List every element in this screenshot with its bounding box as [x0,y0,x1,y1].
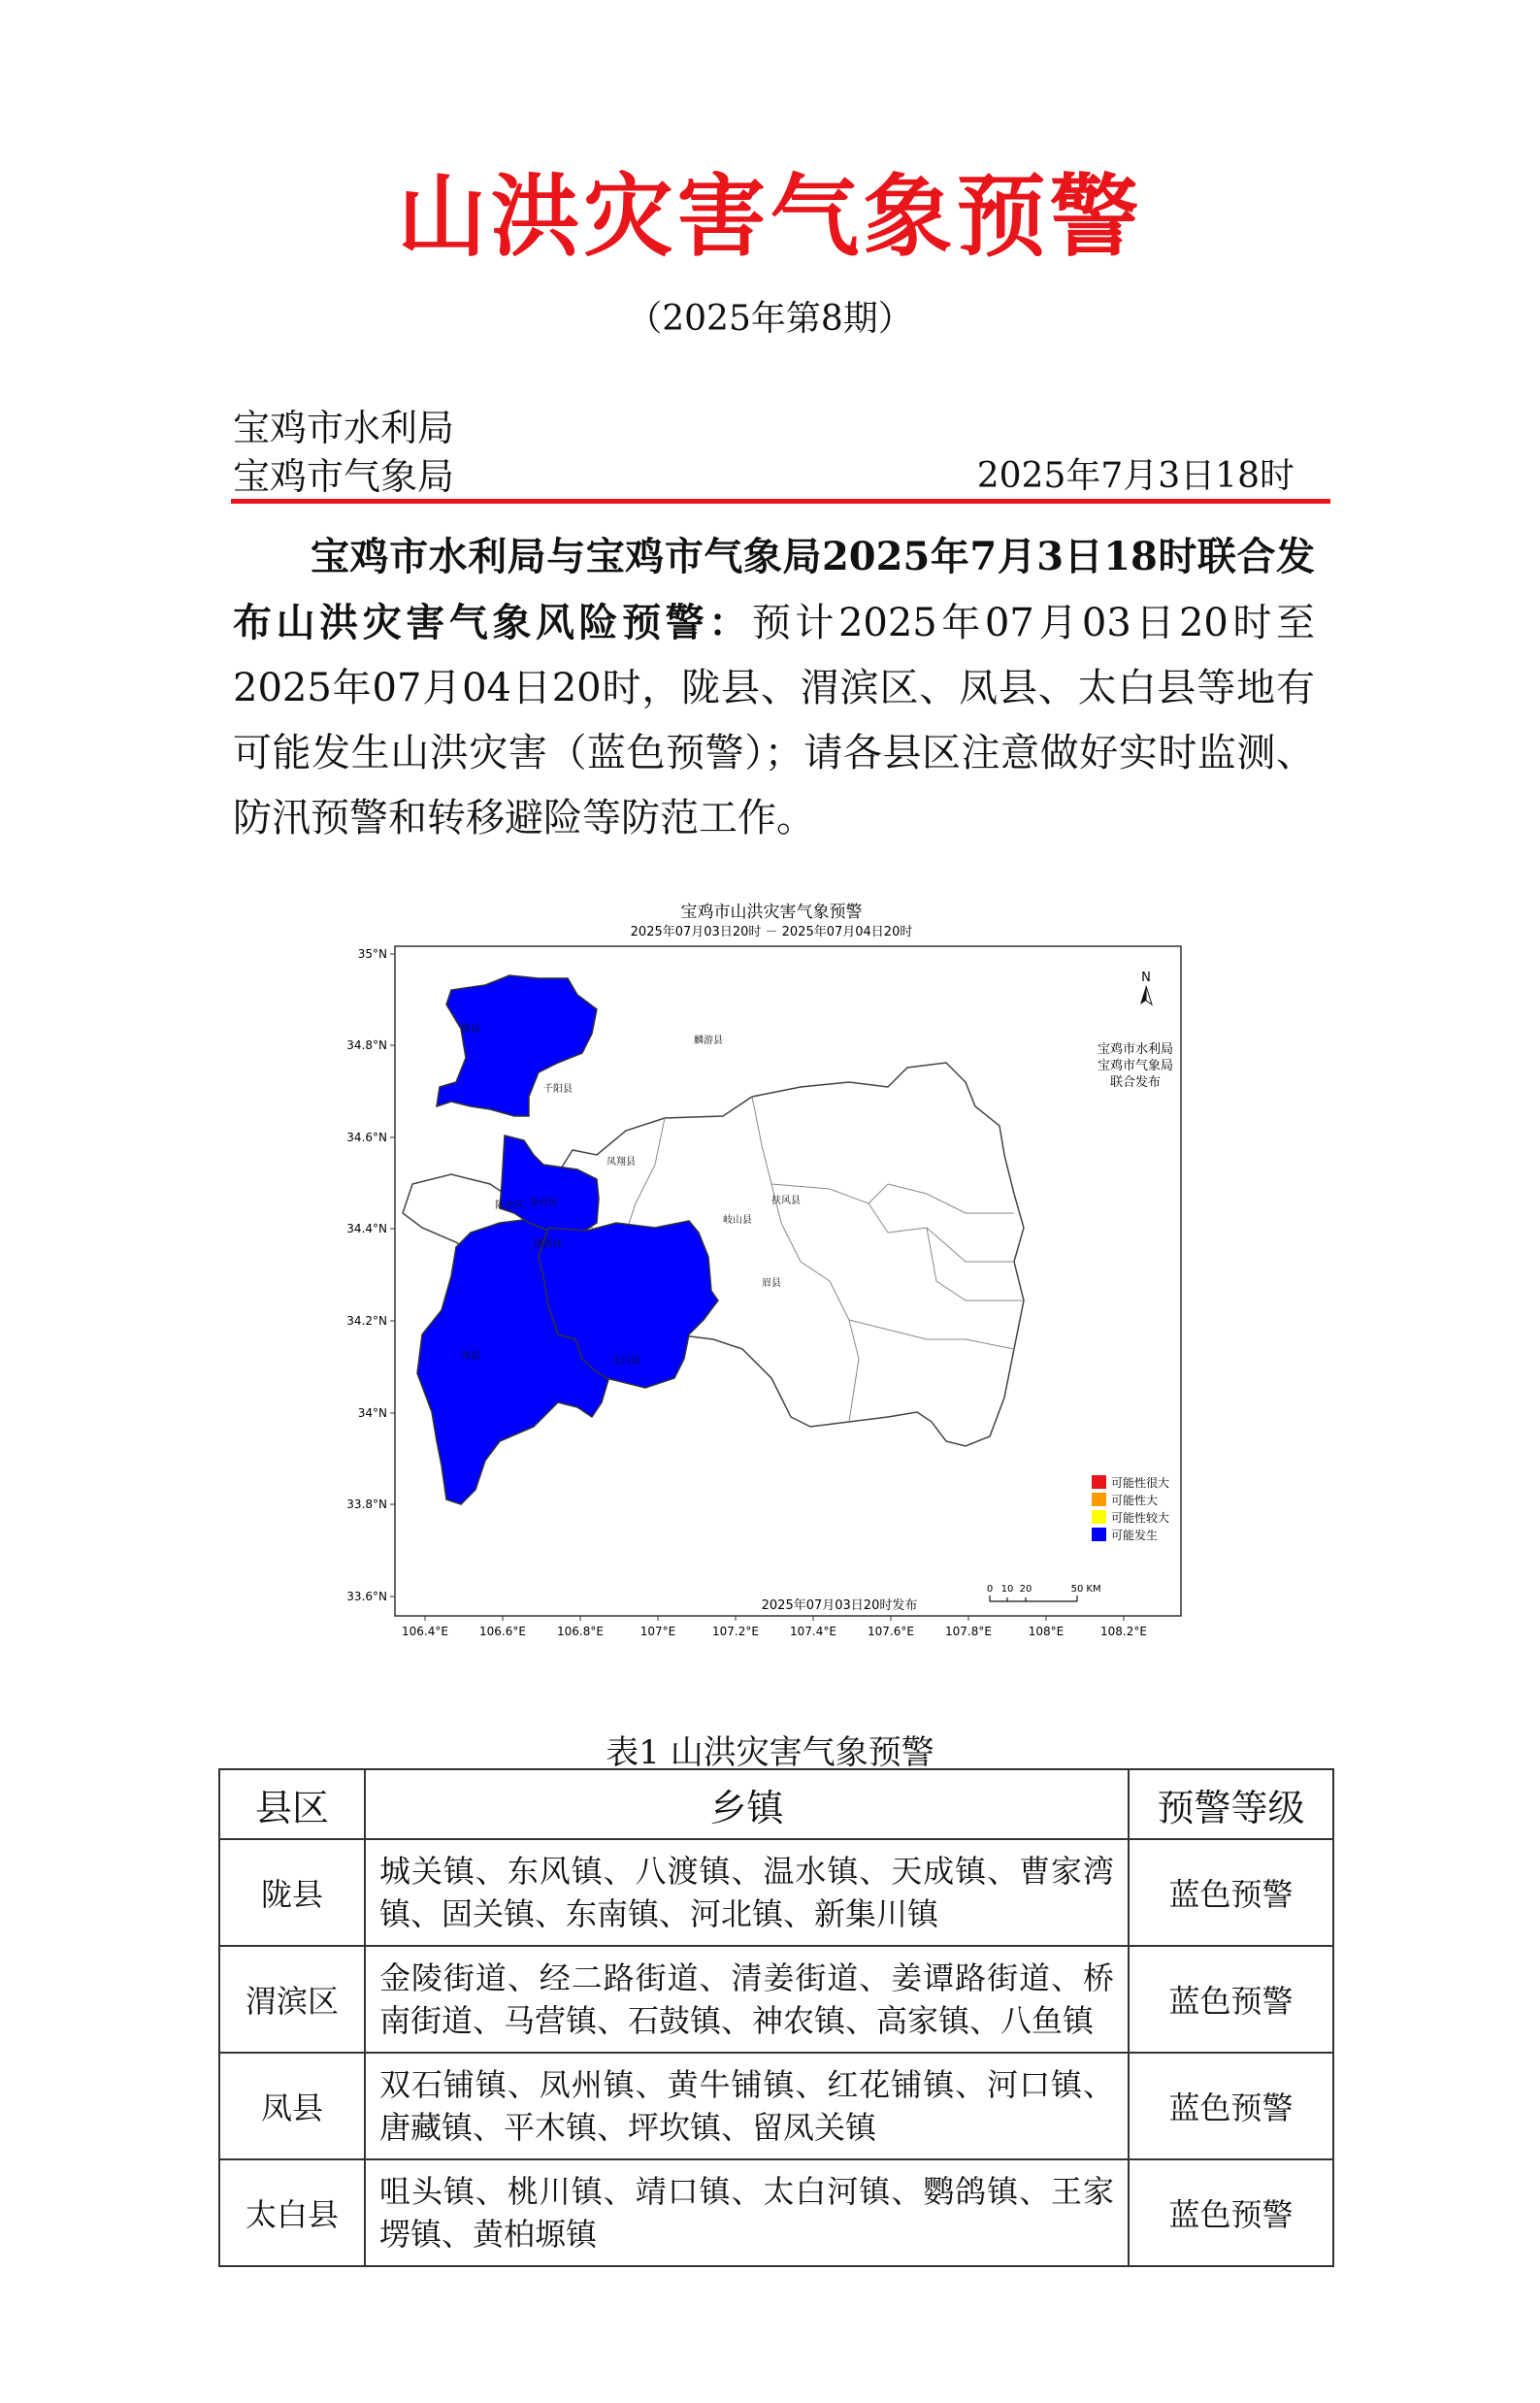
row-towns: 金陵街道、经二路街道、清姜街道、姜谭路街道、桥南街道、马营镇、石鼓镇、神农镇、高家镇、八鱼镇 [365,1946,1129,2053]
label-qianyang: 千阳县 [543,1084,573,1095]
table-header-row [219,1769,1333,1839]
row-county: 凤县 [219,2053,365,2159]
y-tick: 34.4°N [346,1222,387,1235]
scale-label: 50 [1070,1584,1084,1595]
scale-label: KM [1086,1584,1101,1595]
label-meixian: 眉县 [762,1278,781,1289]
x-tick: 106.6°E [479,1625,526,1638]
red-divider [231,499,1330,504]
agency-line-2: 宝鸡市气象局 [1097,1059,1174,1073]
label-fengxian: 凤县 [461,1351,480,1362]
header-level: 预警等级 [1129,1769,1333,1839]
issue-date: 2025年7月3日18时 [976,456,1294,496]
header-towns: 乡镇 [365,1769,1129,1839]
x-tick: 106.8°E [557,1625,604,1638]
row-towns: 咀头镇、桃川镇、靖口镇、太白河镇、鹦鸽镇、王家塄镇、黄柏塬镇 [365,2159,1129,2266]
table-row [219,1946,1333,2053]
row-county: 渭滨区 [219,1946,365,2053]
scale-label: 0 [986,1584,994,1595]
scale-label: 20 [1019,1584,1032,1595]
legend-swatch [1092,1475,1106,1489]
y-tick: 35°N [357,947,387,961]
table-row [219,2159,1333,2266]
y-tick: 33.6°N [346,1590,387,1603]
row-county: 太白县 [219,2159,365,2266]
label-weibin: 渭滨区 [534,1239,563,1250]
row-level: 蓝色预警 [1129,1946,1333,2053]
x-tick: 108°E [1028,1625,1065,1638]
agency-line-3: 联合发布 [1109,1075,1162,1090]
legend-label: 可能发生 [1111,1529,1159,1542]
y-tick: 34.2°N [346,1314,387,1328]
warning-paragraph [233,524,1315,851]
warning-table [218,1768,1334,2267]
issue-number: （2025年第8期） [627,299,913,339]
table-row [219,1839,1333,1946]
y-tick: 34°N [357,1406,387,1420]
issuer-water-bureau: 宝鸡市水利局 [233,407,455,449]
x-tick: 107.6°E [868,1625,914,1638]
x-tick: 107.8°E [945,1625,992,1638]
label-fengxiang: 凤翔县 [606,1157,636,1168]
row-level: 蓝色预警 [1129,2053,1333,2159]
scale-label: 10 [1000,1584,1014,1595]
y-tick: 34.6°N [346,1131,387,1144]
legend-swatch [1092,1493,1106,1506]
map-title: 宝鸡市山洪灾害气象预警 [680,903,863,922]
header-county: 县区 [219,1769,365,1839]
row-towns: 双石铺镇、凤州镇、黄牛铺镇、红花铺镇、河口镇、唐藏镇、平木镇、坪坎镇、留凤关镇 [365,2053,1129,2159]
north-label: N [1141,971,1151,985]
label-fufeng: 扶风县 [771,1196,801,1206]
legend-label: 可能性大 [1111,1494,1159,1507]
y-tick: 34.8°N [346,1038,387,1052]
legend-swatch [1092,1510,1106,1524]
issuer-meteorology-bureau: 宝鸡市气象局 [233,455,455,498]
legend-label: 可能性很大 [1111,1476,1170,1490]
x-tick: 107°E [639,1625,676,1638]
label-taibai: 太白县 [611,1356,640,1366]
label-linyou: 麟游县 [694,1036,723,1046]
table-row [219,2053,1333,2159]
label-qishan: 岐山县 [723,1215,752,1226]
legend-label: 可能性较大 [1111,1511,1170,1525]
warning-lead: 宝鸡市水利局与宝鸡市气象局2025年7月3日18时联合发布山洪灾害气象风险预警： [233,534,1315,645]
x-tick: 107.2°E [712,1625,759,1638]
x-tick: 108.2°E [1100,1625,1147,1638]
x-tick: 106.4°E [402,1625,448,1638]
label-chencang: 陈仓区 [495,1201,524,1211]
legend-swatch [1092,1528,1106,1541]
warning-text: 预计2025年07月03日20时至2025年07月04日20时，陇县、渭滨区、凤县、太白县等地有可能发生山洪灾害（蓝色预警）；请各县区注意做好实时监测、防汛预警和转移避险等防范工作。 [233,601,1316,840]
row-county: 陇县 [219,1839,365,1946]
issued-time: 2025年07月03日20时发布 [761,1598,918,1613]
row-level: 蓝色预警 [1129,1839,1333,1946]
table-caption: 表1 山洪灾害气象预警 [606,1733,934,1772]
agency-line-1: 宝鸡市水利局 [1097,1042,1174,1057]
label-longxian: 陇县 [461,1024,480,1035]
document-title: 山洪灾害气象预警 [397,165,1143,269]
y-tick: 33.8°N [346,1498,387,1511]
x-tick: 107.4°E [790,1625,836,1638]
row-level: 蓝色预警 [1129,2159,1333,2266]
label-jintai: 金台区 [529,1198,558,1208]
map-subtitle: 2025年07月03日20时 － 2025年07月04日20时 [630,925,913,939]
row-towns: 城关镇、东风镇、八渡镇、温水镇、天成镇、曹家湾镇、固关镇、东南镇、河北镇、新集川镇 [365,1839,1129,1946]
warning-map [344,893,1198,1689]
